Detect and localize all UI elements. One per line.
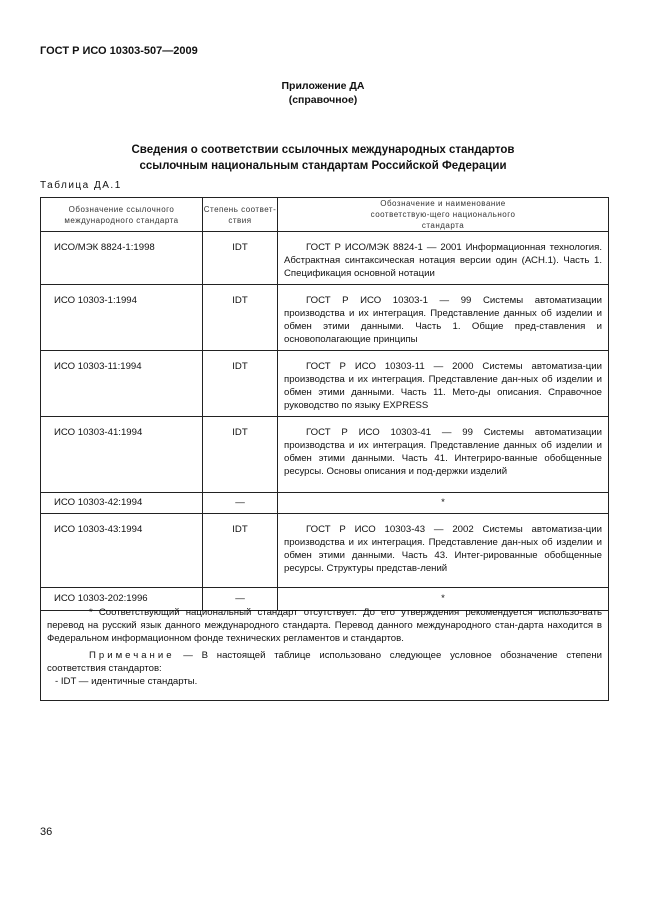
national-standard: * [278, 493, 609, 514]
table-label: Таблица ДА.1 [40, 180, 122, 191]
national-standard: ГОСТ Р ИСО 10303-1 — 99 Системы автоматизации производства и их интеграция. Представление данных об изделии и обмен этими данными. Часть 1. Общие пред-ставления и основополагающие принципы [278, 285, 609, 351]
intl-standard: ИСО 10303-1:1994 [41, 285, 203, 351]
intl-standard: ИСО/МЭК 8824-1:1998 [41, 232, 203, 285]
section-title [0, 142, 646, 174]
table-row [41, 493, 609, 514]
national-standard: ГОСТ Р ИСО 10303-43 — 2002 Системы автоматиза-ции производства и их интеграция. Представление дан-ных об изделии и обмен этими данными. Часть 43. Интег-рированные обобщенные ресурсы. Структуры представ-лений [278, 514, 609, 588]
table-row [41, 285, 609, 351]
table-row [41, 232, 609, 285]
section-title-line2: ссылочным национальным стандартам Российской Федерации [139, 160, 507, 172]
intl-standard: ИСО 10303-41:1994 [41, 417, 203, 493]
standards-table [40, 197, 609, 611]
national-standard: ГОСТ Р ИСО 10303-41 — 99 Системы автоматизации производства и их интеграция. Представление данных об изделии и обмен этими данными. Часть 41. Интегриро-ванные обобщенные ресурсы. Основы описания и под-держки изделий [278, 417, 609, 493]
table-header-row [41, 198, 609, 232]
national-standard: ГОСТ Р ИСО/МЭК 8824-1 — 2001 Информационная технология. Абстрактная синтаксическая нотация версии один (АСН.1). Часть 1. Спецификация основной нотации [278, 232, 609, 285]
degree: IDT [203, 417, 278, 493]
table-row [41, 417, 609, 493]
degree: — [203, 493, 278, 514]
degree: IDT [203, 514, 278, 588]
appendix-title: Приложение ДА [281, 80, 365, 92]
header-national: Обозначение и наименование соответствую-щего национального стандарта [278, 198, 609, 232]
note-item: - IDT — идентичные стандарты. [55, 676, 198, 687]
intl-standard: ИСО 10303-11:1994 [41, 351, 203, 417]
document-header: ГОСТ Р ИСО 10303-507—2009 [40, 45, 198, 57]
table-row [41, 351, 609, 417]
table-footnote-box [40, 590, 609, 701]
degree: IDT [203, 351, 278, 417]
section-title-line1: Сведения о соответствии ссылочных международных стандартов [131, 144, 515, 156]
footnote: * Соответствующий национальный стандарт отсутствует. До его утверждения рекомендуется использо-вать перевод на русский язык данного международного стандарта. Перевод данного международного стан-дарта находится в Федеральном информационном фонде технических регламентов и стандартов. [47, 607, 602, 644]
degree: IDT [203, 232, 278, 285]
degree: IDT [203, 285, 278, 351]
note [41, 649, 608, 675]
appendix-subtitle: (справочное) [288, 94, 358, 106]
degree: — [203, 588, 278, 611]
national-standard: * [278, 588, 609, 611]
header-degree: Степень соответ-ствия [203, 198, 278, 232]
note-label: Примечание [89, 650, 175, 661]
page-number: 36 [40, 826, 53, 838]
intl-standard: ИСО 10303-42:1994 [41, 493, 203, 514]
national-standard: ГОСТ Р ИСО 10303-11 — 2000 Системы автоматиза-ции производства и их интеграция. Представление дан-ных об изделии и обмен этими данными. Часть 11. Мето-ды описания. Справочное руководство по языку EXPRESS [278, 351, 609, 417]
table-row [41, 514, 609, 588]
intl-standard: ИСО 10303-202:1996 [41, 588, 203, 611]
intl-standard: ИСО 10303-43:1994 [41, 514, 203, 588]
header-intl: Обозначение ссылочного международного стандарта [41, 198, 203, 232]
note-text: — В настоящей таблице использовано следующее условное обозначение степени соответствия стандартов: [47, 650, 602, 674]
